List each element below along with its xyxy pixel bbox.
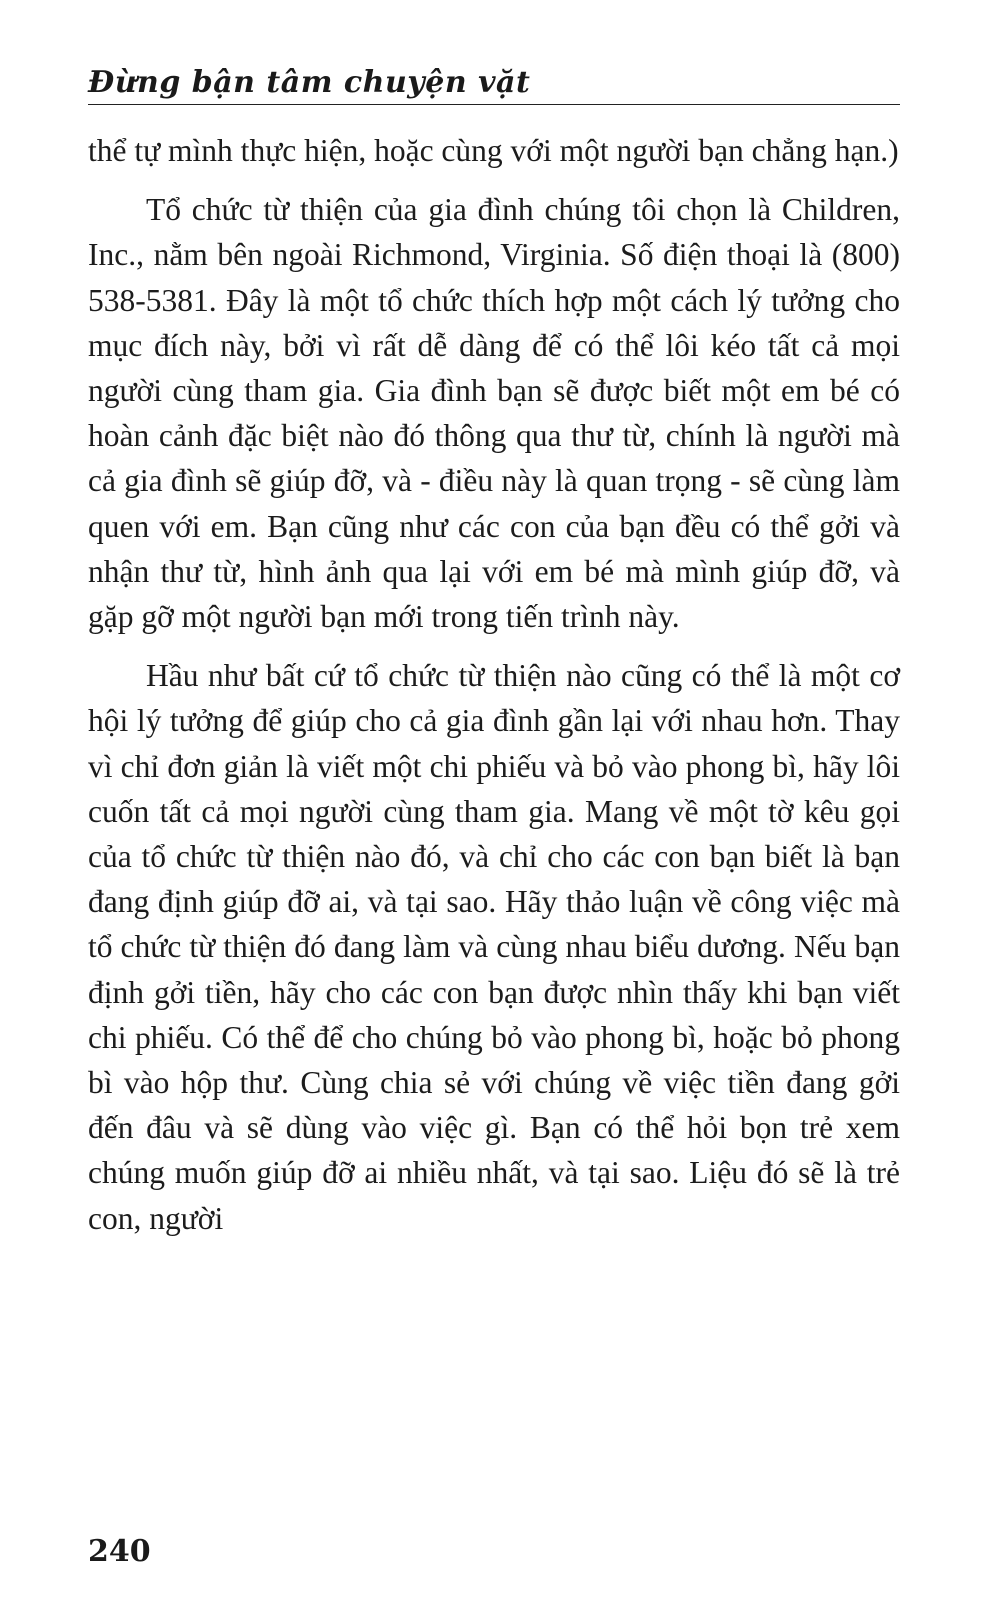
paragraph-children-inc: Tổ chức từ thiện của gia đình chúng tôi chọn là Children, Inc., nằm bên ngoài Richmond, Virginia. Số điện thoại là (800) 538-5381. Đây là một tổ chức thích hợp một cách lý tưởng cho mục đích này, bởi vì rất dễ dàng để có thể lôi kéo tất cả mọi người cùng tham gia. Gia đình bạn sẽ được biết một em bé có hoàn cảnh đặc biệt nào đó thông qua thư từ, chính là người mà cả gia đình sẽ giúp đỡ, và - điều này là quan trọng - sẽ cùng làm quen với em. Bạn cũng như các con của bạn đều có thể gởi và nhận thư từ, hình ảnh qua lại với em bé mà mình giúp đỡ, và gặp gỡ một người bạn mới trong tiến trình này.: [88, 192, 900, 635]
paragraph-charity-family: Hầu như bất cứ tổ chức từ thiện nào cũng có thể là một cơ hội lý tưởng để giúp cho cả gia đình gần lại với nhau hơn. Thay vì chỉ đơn giản là viết một chi phiếu và bỏ vào phong bì, hãy lôi cuốn tất cả mọi người cùng tham gia. Mang về một tờ kêu gọi của tổ chức từ thiện nào đó, và chỉ cho các con bạn biết là bạn đang định giúp đỡ ai, và tại sao. Hãy thảo luận về công việc mà tổ chức từ thiện đó đang làm và cùng nhau biểu dương. Nếu bạn định gởi tiền, hãy cho các con bạn được nhìn thấy khi bạn viết chi phiếu. Có thể để cho chúng bỏ vào phong bì, hoặc bỏ phong bì vào hộp thư. Cùng chia sẻ với chúng về việc tiền đang gởi đến đâu và sẽ dùng vào việc gì. Bạn có thể hỏi bọn trẻ xem chúng muốn giúp đỡ ai nhiều nhất, và tại sao. Liệu đó sẽ là trẻ con, người: [88, 658, 900, 1236]
page-number: 240: [88, 1534, 151, 1569]
running-title: Đừng bận tâm chuyện vặt: [88, 65, 531, 100]
paragraph-continued: thể tự mình thực hiện, hoặc cùng với một người bạn chẳng hạn.): [88, 133, 899, 168]
running-header: [88, 52, 900, 105]
body-text: [88, 128, 900, 1241]
